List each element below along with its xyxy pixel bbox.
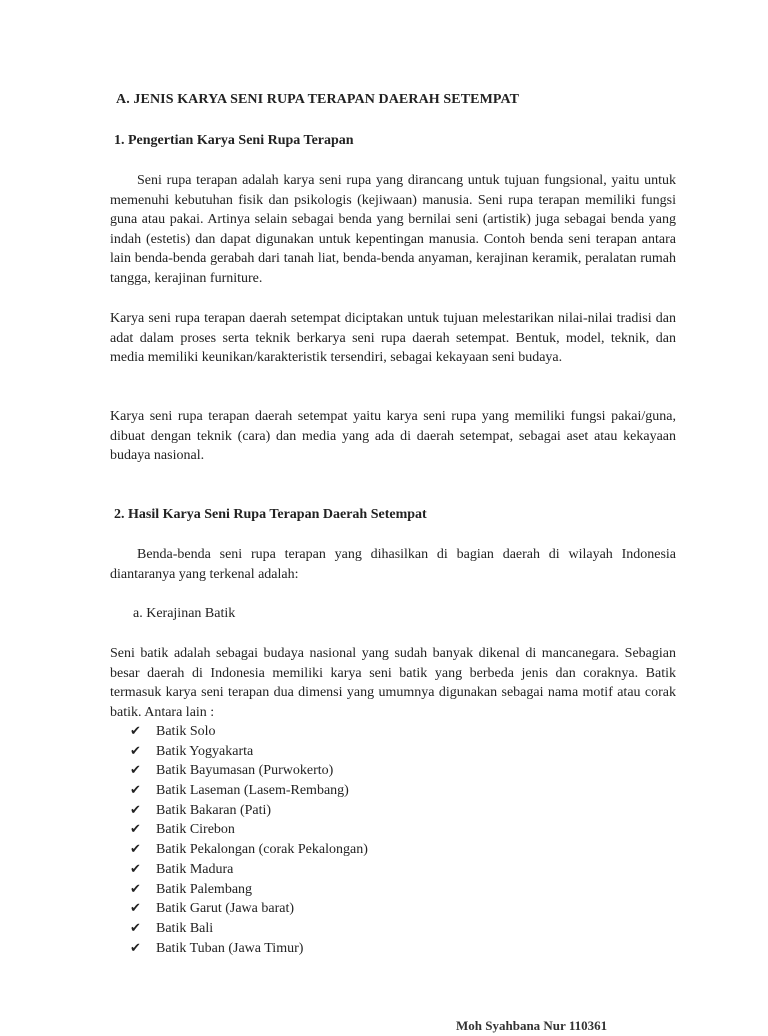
list-item: ✔ Batik Bakaran (Pati) [130, 801, 368, 821]
subheading-hasil-karya: 2. Hasil Karya Seni Rupa Terapan Daerah Setempat [114, 507, 427, 522]
list-item: ✔ Batik Pekalongan (corak Pekalongan) [130, 840, 368, 860]
list-item: ✔ Batik Bali [130, 919, 368, 939]
section-title: A. JENIS KARYA SENI RUPA TERAPAN DAERAH SETEMPAT [116, 92, 520, 107]
list-item: ✔ Batik Palembang [130, 880, 368, 900]
check-mark-icon: ✔ [130, 783, 141, 799]
paragraph-definition: Seni rupa terapan adalah karya seni rupa yang dirancang untuk tujuan fungsional, yaitu untuk memenuhi kebutuhan fisik dan psikologis (kejiwaan) manusia. Seni rupa terapan memiliki fungsi guna atau pakai. Artinya selain sebagai benda yang bernilai seni (artistik) juga sebagai benda yang indah (estetis) dan dapat digunakan untuk kepentingan manusia. Contoh benda seni terapan antara lain benda-benda gerabah dari tanah liat, benda-benda anyaman, kerajinan keramik, peralatan rumah tangga, kerajinan furniture. [110, 173, 676, 286]
list-item: ✔ Batik Garut (Jawa barat) [130, 899, 368, 919]
paragraph-local-definition: Karya seni rupa terapan daerah setempat yaitu karya seni rupa yang memiliki fungsi pakai/guna, dibuat dengan teknik (cara) dan media yang ada di daerah setempat, sebagai aset atau kekayaan budaya nasional. [110, 409, 676, 464]
check-mark-icon: ✔ [130, 881, 141, 897]
list-item: ✔ Batik Madura [130, 860, 368, 880]
subheading-pengertian: 1. Pengertian Karya Seni Rupa Terapan [114, 133, 354, 148]
paragraph-intro: Benda-benda seni rupa terapan yang dihasilkan di bagian daerah di wilayah Indonesia diantaranya yang terkenal adalah: [110, 547, 676, 582]
check-mark-icon: ✔ [130, 920, 141, 936]
batik-checklist [130, 722, 368, 958]
list-item: ✔ Batik Bayumasan (Purwokerto) [130, 761, 368, 781]
check-mark-icon: ✔ [130, 822, 141, 838]
check-mark-icon: ✔ [130, 802, 141, 818]
page-footer-author: Moh Syahbana Nur 110361 [456, 1018, 608, 1033]
check-mark-icon: ✔ [130, 724, 141, 740]
check-mark-icon: ✔ [130, 901, 141, 917]
list-item-kerajinan-batik: a. Kerajinan Batik [133, 606, 236, 621]
list-item: ✔ Batik Tuban (Jawa Timur) [130, 939, 368, 959]
list-item: ✔ Batik Solo [130, 722, 368, 742]
paragraph-batik: Seni batik adalah sebagai budaya nasional yang sudah banyak dikenal di mancanegara. Sebagian besar daerah di Indonesia memiliki karya seni batik yang berbeda jenis dan coraknya. Batik termasuk karya seni terapan dua dimensi yang umumnya digunakan sebagai nama motif atau corak batik. Antara lain : [110, 646, 676, 720]
check-mark-icon: ✔ [130, 842, 141, 858]
check-mark-icon: ✔ [130, 940, 141, 956]
list-item: ✔ Batik Laseman (Lasem-Rembang) [130, 781, 368, 801]
check-mark-icon: ✔ [130, 763, 141, 779]
list-item: ✔ Batik Yogyakarta [130, 742, 368, 762]
check-mark-icon: ✔ [130, 861, 141, 877]
list-item: ✔ Batik Cirebon [130, 820, 368, 840]
check-mark-icon: ✔ [130, 743, 141, 759]
paragraph-local-purpose: Karya seni rupa terapan daerah setempat diciptakan untuk tujuan melestarikan nilai-nilai tradisi dan adat dalam proses serta teknik berkarya seni rupa daerah setempat. Bentuk, model, teknik, dan media memiliki keunikan/karakteristik tersendiri, sebagai kekayaan seni budaya. [110, 311, 676, 366]
